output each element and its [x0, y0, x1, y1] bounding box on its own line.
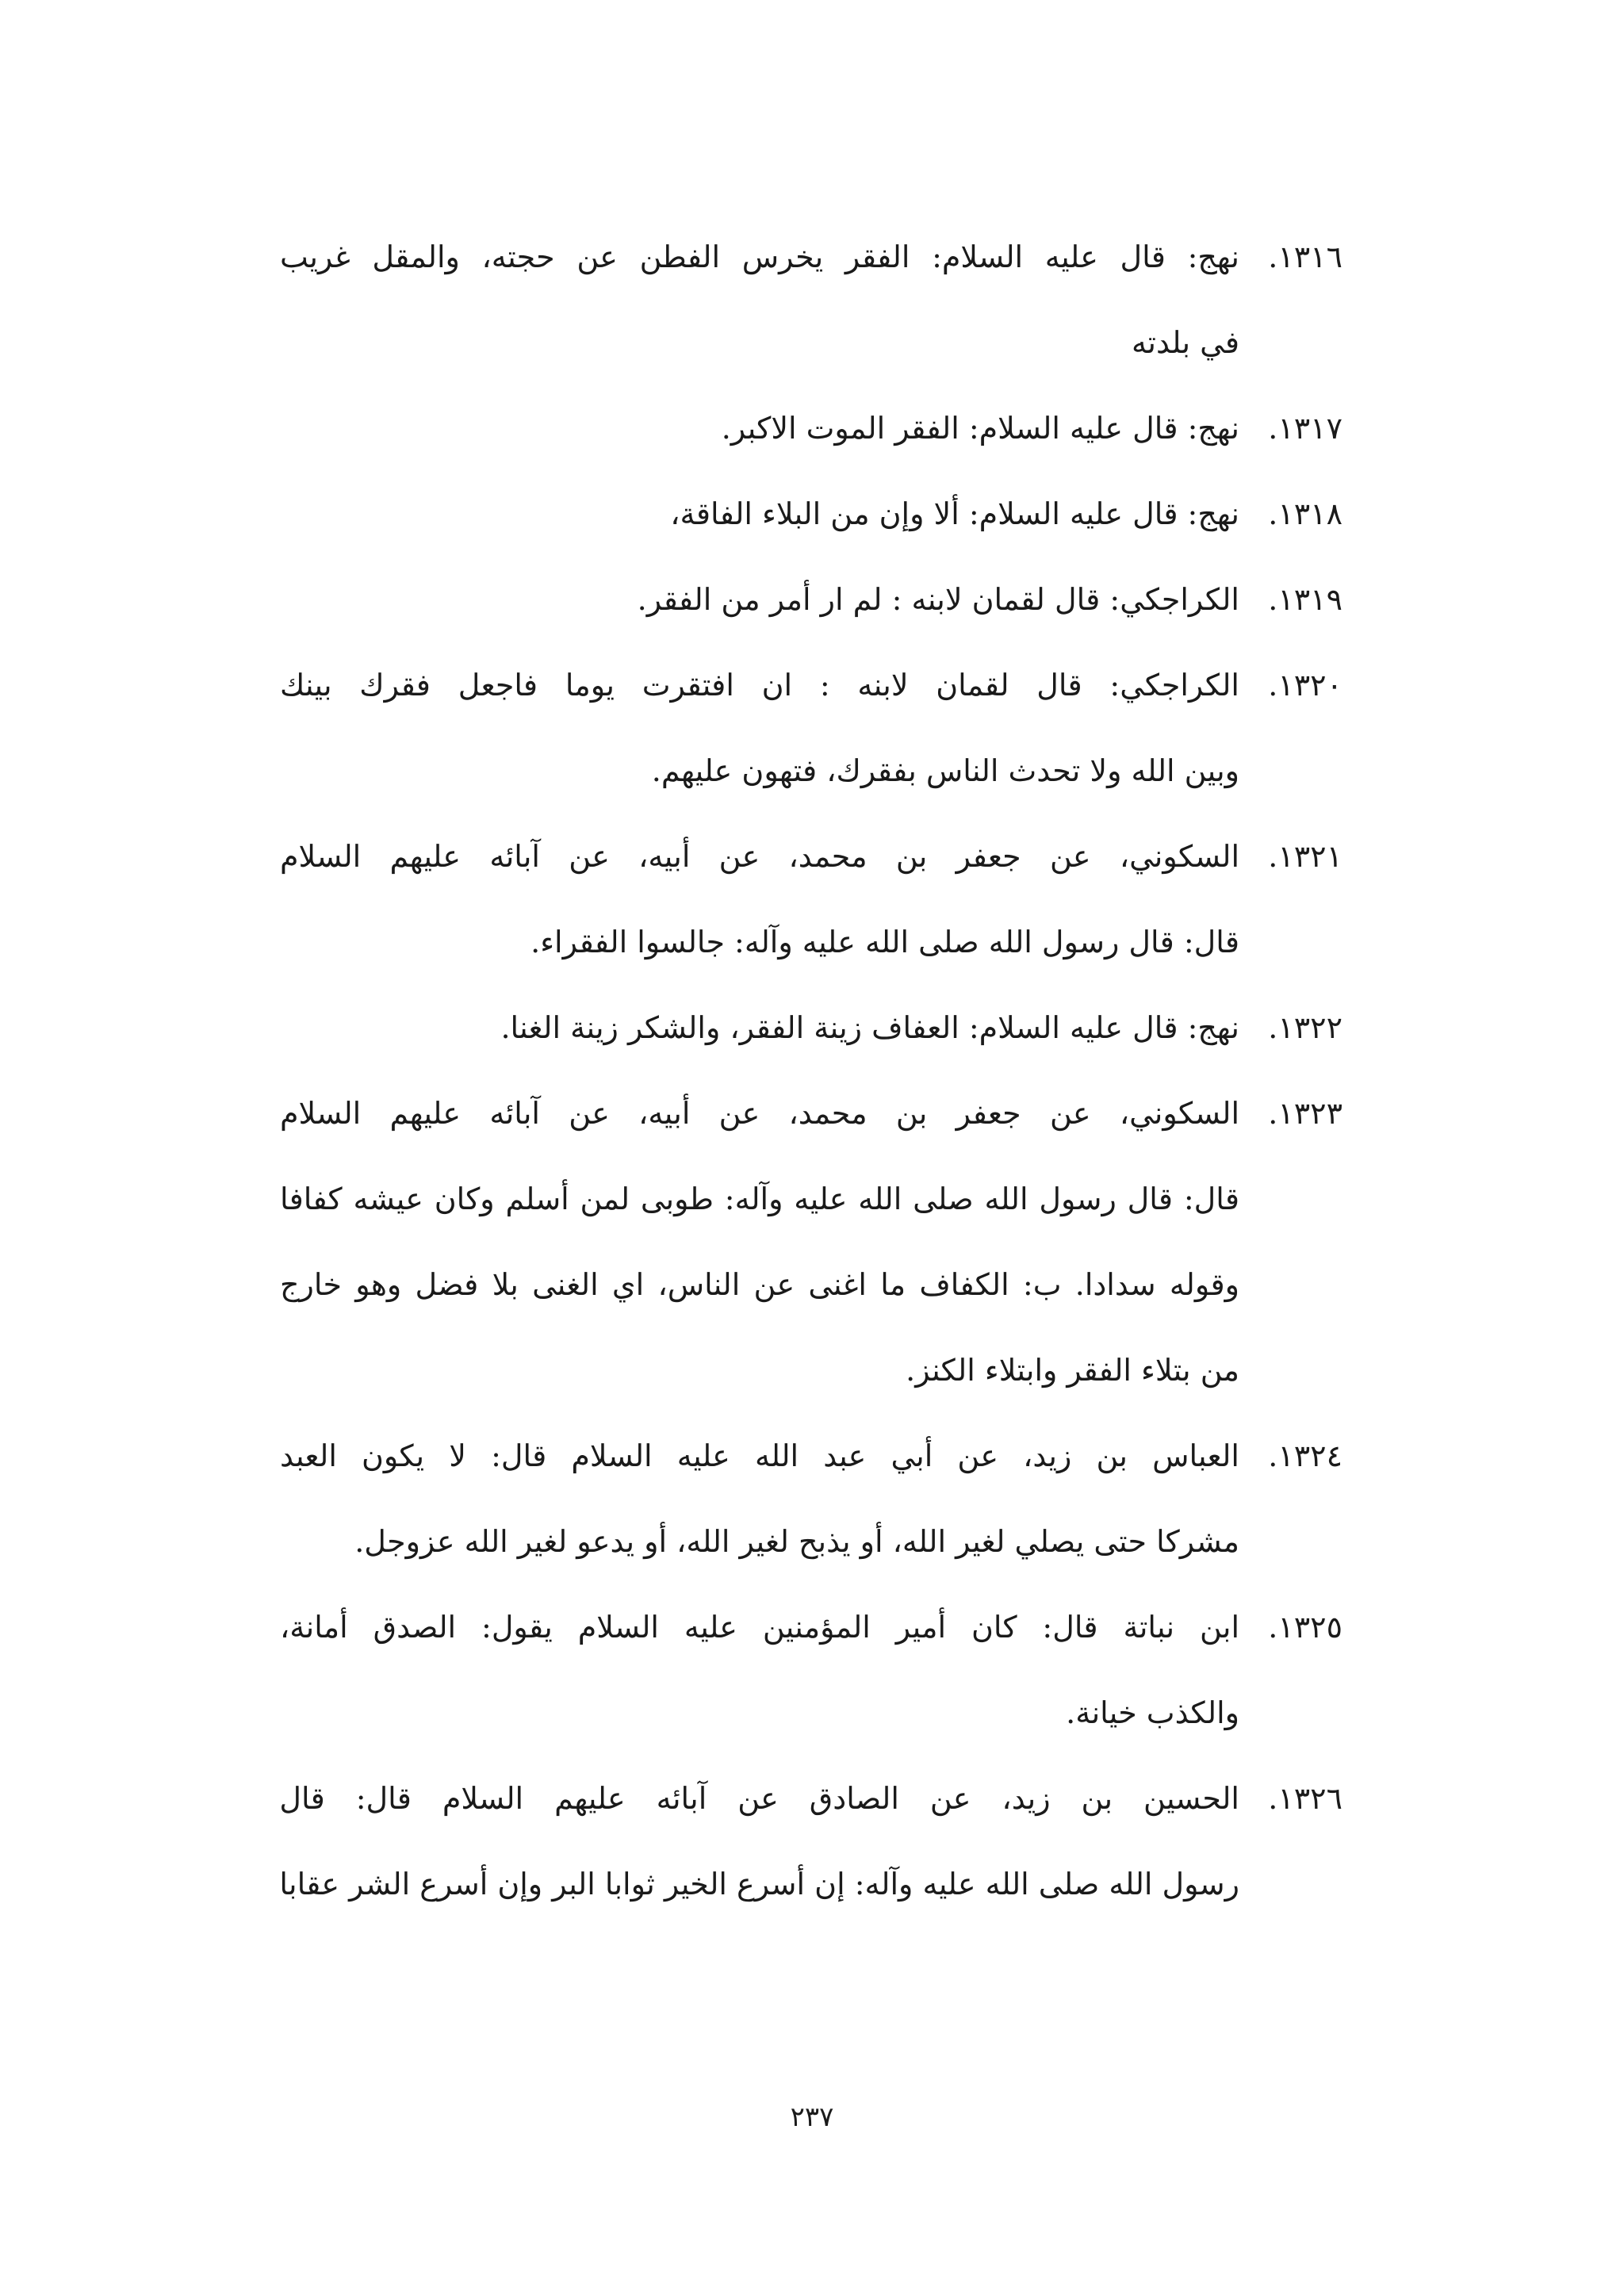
entry-line: من بتلاء الفقر وابتلاء الكنز. [906, 1353, 1239, 1388]
entry-number: ١٣١٨. [1268, 496, 1342, 531]
hadith-entry [280, 642, 1342, 814]
entry-number: ١٣١٧. [1268, 411, 1342, 446]
hadith-entry [280, 985, 1342, 1070]
hadith-entry [280, 557, 1342, 642]
entry-number: ١٣٢٥. [1268, 1610, 1342, 1645]
entry-text [279, 1756, 1239, 1927]
entry-line: في بلدته [1132, 325, 1239, 360]
entry-line: وبين الله ولا تحدث الناس بفقرك، فتهون عليهم. [651, 753, 1239, 788]
entry-number: ١٣٢٤. [1268, 1438, 1342, 1473]
entry-line: مشركا حتى يصلي لغير الله، أو يذبح لغير الله، أو يدعو لغير الله عزوجل. [354, 1524, 1239, 1559]
entry-line: والكذب خيانة. [1066, 1695, 1239, 1730]
entry-text [280, 642, 1239, 814]
entry-line: الكراجكي: قال لقمان لابنه : لم ار أمر من الفقر. [637, 582, 1239, 617]
entry-line: السكوني، عن جعفر بن محمد، عن أبيه، عن آبائه عليهم السلام [280, 1096, 1239, 1131]
entry-line: نهج: قال عليه السلام: العفاف زينة الفقر، والشكر زينة الغنا. [500, 1010, 1239, 1045]
entry-line: الحسين بن زيد، عن الصادق عن آبائه عليهم السلام قال: قال [279, 1781, 1239, 1816]
entry-number: ١٣٢٠. [1268, 668, 1342, 703]
entry-line: قال: قال رسول الله صلى الله عليه وآله: طوبى لمن أسلم وكان عيشه كفافا [280, 1181, 1239, 1216]
entry-number: ١٣٢١. [1268, 839, 1342, 874]
entry-text [280, 985, 1239, 1070]
hadith-entry [280, 1413, 1342, 1584]
entry-text [280, 214, 1239, 385]
hadith-entry [280, 385, 1342, 471]
hadith-entry [280, 1070, 1342, 1413]
entry-line: نهج: قال عليه السلام: ألا وإن من البلاء الفاقة، [670, 496, 1239, 531]
entry-text [280, 1070, 1239, 1413]
hadith-entry [280, 471, 1342, 557]
hadith-list [280, 214, 1342, 1927]
entry-text [280, 471, 1239, 557]
entry-line: الكراجكي: قال لقمان لابنه : ان افتقرت يوما فاجعل فقرك بينك [280, 668, 1239, 703]
entry-text [280, 385, 1239, 471]
hadith-entry [280, 1756, 1342, 1927]
entry-text [280, 814, 1239, 985]
hadith-entry [280, 1584, 1342, 1756]
entry-line: السكوني، عن جعفر بن محمد، عن أبيه، عن آبائه عليهم السلام [280, 839, 1239, 874]
entry-line: ابن نباتة قال: كان أمير المؤمنين عليه السلام يقول: الصدق أمانة، [280, 1610, 1239, 1645]
entry-number: ١٣١٦. [1268, 239, 1342, 274]
hadith-entry [280, 214, 1342, 385]
entry-text [280, 1584, 1239, 1756]
entry-number: ١٣٢٢. [1268, 1010, 1342, 1045]
entry-text [280, 557, 1239, 642]
entry-number: ١٣٢٦. [1268, 1781, 1342, 1816]
entry-line: العباس بن زيد، عن أبي عبد الله عليه السلام قال: لا يكون العبد [280, 1438, 1239, 1473]
entry-text [280, 1413, 1239, 1584]
entry-line: نهج: قال عليه السلام: الفقر الموت الاكبر. [721, 411, 1239, 446]
entry-number: ١٣١٩. [1268, 582, 1342, 617]
entry-line: رسول الله صلى الله عليه وآله: إن أسرع الخير ثوابا البر وإن أسرع الشر عقابا [279, 1867, 1239, 1901]
entry-number: ١٣٢٣. [1268, 1096, 1342, 1131]
hadith-entry [280, 814, 1342, 985]
entry-line: وقوله سدادا. ب: الكفاف ما اغنى عن الناس، اي الغنى بلا فضل وهو خارج [280, 1267, 1239, 1302]
entry-line: نهج: قال عليه السلام: الفقر يخرس الفطن عن حجته، والمقل غريب [280, 239, 1239, 274]
entry-line: قال: قال رسول الله صلى الله عليه وآله: جالسوا الفقراء. [530, 925, 1239, 959]
page-number: ٢٣٧ [790, 2101, 834, 2133]
